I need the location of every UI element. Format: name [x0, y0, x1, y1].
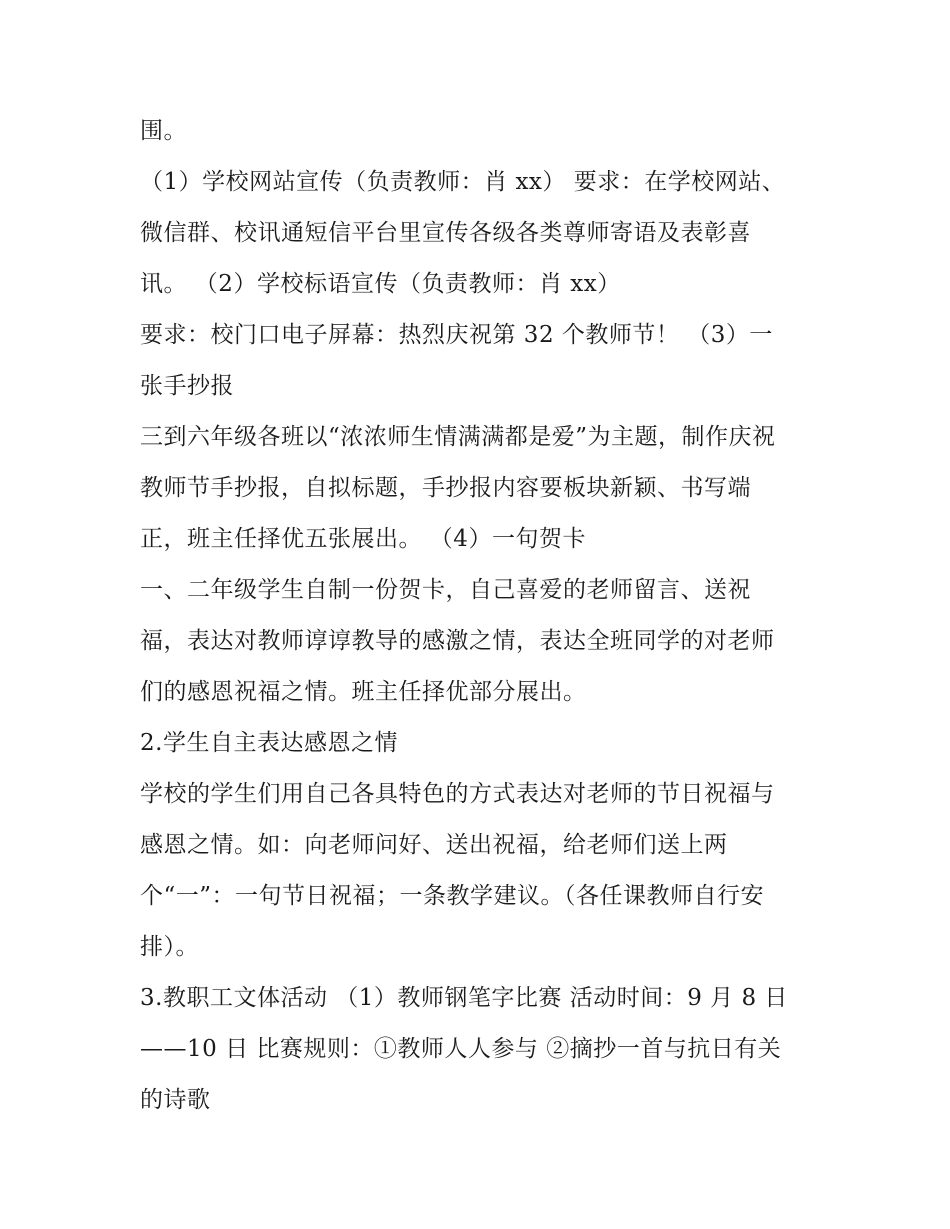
section-heading: 3.教职工文体活动 （1）教师钢笔字比赛 活动时间：9 月 8 日: [140, 985, 788, 1011]
text-line: 正，班主任择优五张展出。 （4）一句贺卡: [140, 526, 586, 552]
section-heading: 2.学生自主表达感恩之情: [140, 730, 398, 756]
text-line: 福，表达对教师谆谆教导的感激之情，表达全班同学的对老师: [140, 628, 775, 654]
text-line: 学校的学生们用自己各具特色的方式表达对老师的节日祝福与: [140, 781, 775, 807]
text-line: 排）。: [140, 934, 199, 960]
text-line: （1）学校网站宣传（负责教师：肖 xx） 要求：在学校网站、: [140, 169, 786, 195]
text-line: 微信群、校讯通短信平台里宣传各级各类尊师寄语及表彰喜: [140, 220, 751, 246]
text-line: 讯。 （2）学校标语宣传（负责教师：肖 xx）: [140, 271, 621, 297]
text-line: 们的感恩祝福之情。班主任择优部分展出。: [140, 679, 587, 705]
text-line: 围。: [140, 118, 187, 144]
text-line: 三到六年级各班以“浓浓师生情满满都是爱”为主题，制作庆祝: [140, 424, 776, 450]
text-line: 教师节手抄报，自拟标题，手抄报内容要板块新颖、书写端: [140, 475, 751, 501]
text-line: 要求：校门口电子屏幕：热烈庆祝第 32 个教师节！ （3）一: [140, 322, 773, 348]
text-line: 张手抄报: [140, 373, 234, 399]
text-line: ——10 日 比赛规则：①教师人人参与 ②摘抄一首与抗日有关: [140, 1036, 782, 1062]
document-body: [140, 106, 820, 1126]
text-line: 的诗歌: [140, 1087, 211, 1113]
text-line: 个“一”：一句节日祝福；一条教学建议。（各任课教师自行安: [140, 883, 765, 909]
text-line: 感恩之情。如：向老师问好、送出祝福，给老师们送上两: [140, 832, 728, 858]
text-line: 一、二年级学生自制一份贺卡，自己喜爱的老师留言、送祝: [140, 577, 751, 603]
